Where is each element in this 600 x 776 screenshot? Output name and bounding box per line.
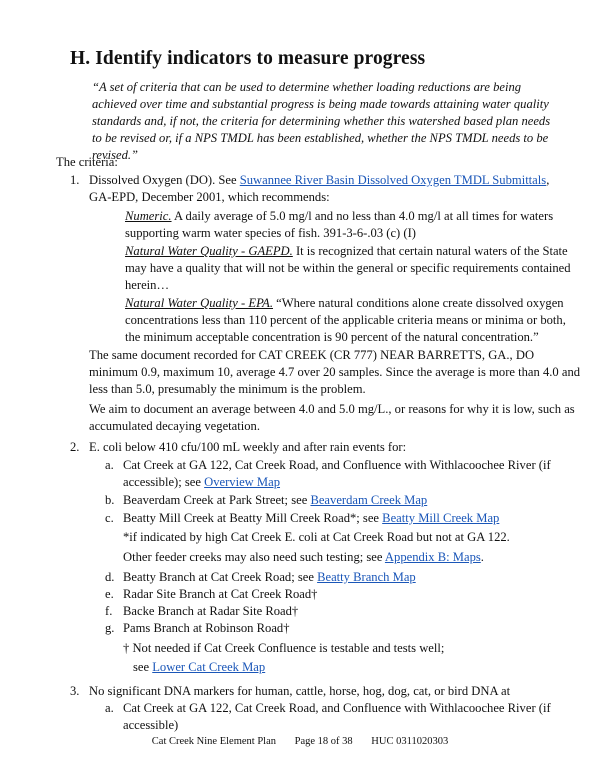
- section-heading: H. Identify indicators to measure progress: [70, 48, 426, 69]
- item2c-note1: *if indicated by high Cat Creek E. coli at Cat Creek Road but not at GA 122.: [123, 530, 510, 544]
- beaverdam-creek-map-link[interactable]: Beaverdam Creek Map: [310, 493, 428, 507]
- gaepd-label: Natural Water Quality - GAEPD.: [125, 244, 293, 258]
- item1-number: 1.: [70, 173, 80, 187]
- aim-line1: We aim to document an average between 4.0 and 5.0 mg/L., or reasons for why it is low, such as: [89, 402, 575, 416]
- numeric-line1: [125, 208, 553, 225]
- numeric-text: A daily average of 5.0 mg/l and no less than 4.0 mg/l at all times for waters: [171, 209, 554, 223]
- item2b-line: [123, 492, 427, 509]
- numeric-label: Numeric.: [125, 209, 172, 223]
- item2c-note2-period: .: [480, 550, 484, 564]
- epa-line3: the minimum acceptable concentration is 90 percent of the natural concentration.”: [125, 330, 539, 344]
- same-doc-line1: The same document recorded for CAT CREEK (CR 777) NEAR BARRETTS, GA., DO: [89, 348, 535, 362]
- lower-cat-creek-map-link[interactable]: Lower Cat Creek Map: [152, 660, 266, 674]
- numeric-line2: supporting warm water species of fish. 391-3-6-.03 (c) (I): [125, 226, 416, 240]
- beatty-branch-map-link[interactable]: Beatty Branch Map: [317, 570, 416, 584]
- epa-text: “Where natural conditions alone create dissolved oxygen: [272, 296, 564, 310]
- beatty-mill-creek-map-link[interactable]: Beatty Mill Creek Map: [382, 511, 500, 525]
- item2c-note2-text: Other feeder creeks may also need such testing; see: [123, 550, 385, 564]
- item2b-text: Beaverdam Creek at Park Street; see: [123, 493, 311, 507]
- item1-comma: ,: [546, 173, 550, 187]
- item1-line1: [89, 172, 549, 189]
- footer-page: Page 18 of 38: [294, 736, 353, 747]
- item3a-line2: accessible): [123, 718, 179, 732]
- item2f-letter: f.: [105, 604, 113, 618]
- footer-plan: Cat Creek Nine Element Plan: [151, 736, 276, 747]
- footer-huc: HUC 0311020303: [371, 736, 449, 747]
- item1-line2: GA-EPD, December 2001, which recommends:: [89, 190, 330, 204]
- criteria-label: The criteria:: [56, 155, 118, 169]
- same-doc-line3: less than 5.0, presumably the minimum is the problem.: [89, 382, 366, 396]
- gaepd-text: It is recognized that certain natural waters of the State: [292, 244, 568, 258]
- item2c-line: [123, 510, 499, 527]
- item2c-letter: c.: [105, 511, 114, 525]
- item1-text: Dissolved Oxygen (DO). See: [89, 173, 240, 187]
- gaepd-line1: [125, 243, 568, 260]
- dagger-note-text: see: [133, 660, 153, 674]
- item2d-line: [123, 569, 416, 586]
- item2a-line2: [123, 474, 280, 491]
- item3-number: 3.: [70, 684, 80, 698]
- item2d-text: Beatty Branch at Cat Creek Road; see: [123, 570, 318, 584]
- dagger-note-line1: † Not needed if Cat Creek Confluence is testable and tests well;: [123, 641, 445, 655]
- epa-label: Natural Water Quality - EPA.: [125, 296, 273, 310]
- aim-line2: accumulated decaying vegetation.: [89, 419, 260, 433]
- gaepd-line2: may have a quality that will not be within the general or specific requirements contained: [125, 261, 571, 275]
- epa-quote: “A set of criteria that can be used to determine whether loading reductions are being achieved over time and substantial progress is being made towards attaining water quality standards and, if not, the criteria for determining whether this watershed based plan needs to be revised or, if a NPS TMDL has been established, whether the NPS TMDL needs to be revised.”: [92, 80, 551, 162]
- gaepd-line3: herein…: [125, 278, 170, 292]
- item2g-letter: g.: [105, 621, 115, 635]
- item2d-letter: d.: [105, 570, 115, 584]
- item2b-letter: b.: [105, 493, 115, 507]
- item2e-text: Radar Site Branch at Cat Creek Road†: [123, 587, 318, 601]
- item2-number: 2.: [70, 440, 80, 454]
- appendix-b-maps-link[interactable]: Appendix B: Maps: [384, 550, 481, 564]
- item2a-line1: Cat Creek at GA 122, Cat Creek Road, and Confluence with Withlacoochee River (if: [123, 458, 551, 472]
- overview-map-link[interactable]: Overview Map: [204, 475, 281, 489]
- epa-line1: [125, 295, 564, 312]
- item2c-note2: [123, 549, 484, 566]
- item2e-letter: e.: [105, 587, 114, 601]
- page-footer: [0, 736, 600, 747]
- item2a-text: accessible); see: [123, 475, 205, 489]
- item2c-text: Beatty Mill Creek at Beatty Mill Creek Road*; see: [123, 511, 383, 525]
- item2a-letter: a.: [105, 458, 114, 472]
- item2f-text: Backe Branch at Radar Site Road†: [123, 604, 299, 618]
- item2-text: E. coli below 410 cfu/100 mL weekly and after rain events for:: [89, 440, 407, 454]
- item3a-line1: Cat Creek at GA 122, Cat Creek Road, and Confluence with Withlacoochee River (if: [123, 701, 551, 715]
- item2g-text: Pams Branch at Robinson Road†: [123, 621, 290, 635]
- epa-line2: concentrations less than 110 percent of the applicable criteria means or minima or both,: [125, 313, 566, 327]
- suwannee-tmdl-link[interactable]: Suwannee River Basin Dissolved Oxygen TMDL Submittals: [239, 173, 547, 187]
- dagger-note-line2: [133, 659, 265, 676]
- item3a-letter: a.: [105, 701, 114, 715]
- same-doc-line2: minimum 0.9, maximum 10, average 4.7 over 20 samples. Since the average is more than 4.0 and: [89, 365, 581, 379]
- item3-text: No significant DNA markers for human, cattle, horse, hog, dog, cat, or bird DNA at: [89, 684, 511, 698]
